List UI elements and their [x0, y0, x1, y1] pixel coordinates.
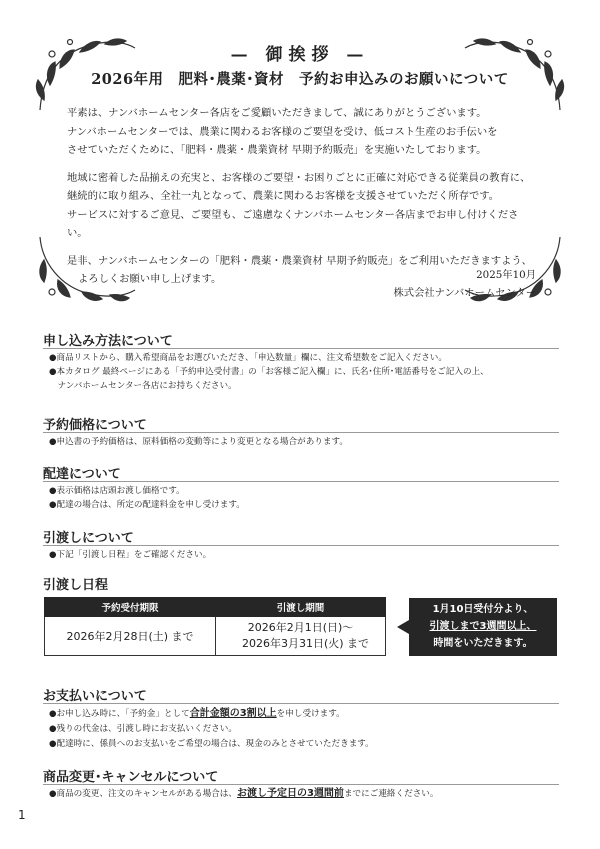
period-cell [216, 617, 386, 656]
highlight-text: お渡し予定日の3週間前 [236, 788, 344, 799]
schedule-table [44, 597, 386, 656]
section-body-payment [49, 706, 569, 752]
greeting-line: 是非、ナンバホームセンターの「肥料・農薬・農業資材 早期予約販売」をご利用いただきますよう、 [67, 254, 532, 267]
text-fragment: ●商品の変更、注文のキャンセルがある場合は、 [49, 789, 237, 799]
section-body-handover [49, 548, 569, 562]
greeting-line: サービスに対するご意見、ご要望も、ご遠慮なくナンバホームセンター各店までお申し付けください。 [67, 208, 519, 239]
greeting-signature [393, 266, 536, 302]
section-title-price: 予約価格について [43, 418, 147, 433]
section-title-cancel: 商品変更･キャンセルについて [43, 770, 219, 785]
column-header: 予約受付期限 [45, 598, 216, 617]
greeting-paragraph [67, 169, 537, 243]
greeting-line: 平素は、ナンバホームセンター各店をご愛顧いただきまして、誠にありがとうございます。 [67, 107, 487, 119]
greeting-line: 継続的に取り組み、全社一丸となって、農業に関わるお客様を支援させていただく所存です。 [67, 190, 500, 202]
schedule-note [397, 598, 557, 656]
section-rule [43, 545, 559, 546]
greeting-line: 地域に密着した品揃えの充実と、お客様のご要望・お困りごとに正確に対応できる従業員の教育に、 [67, 171, 531, 184]
column-header: 引渡し期間 [216, 598, 386, 617]
greeting-line: させていただくために、「肥料・農薬・農業資材 早期予約販売」を実施いたしております。 [67, 144, 487, 156]
section-title-delivery: 配達について [43, 467, 121, 482]
bullet-line: ●残りの代金は、引渡し時にお支払いください。 [49, 724, 237, 734]
section-rule [43, 784, 559, 785]
section-rule [43, 348, 559, 349]
section-title-payment: お支払いについて [43, 689, 147, 704]
note-line: 1月10日受付分より、 [432, 604, 534, 615]
highlight-text: 合計金額の3割以上 [189, 708, 277, 719]
company-name: 株式会社ナンバホームセンター [393, 287, 536, 299]
section-title-apply: 申し込み方法について [43, 334, 173, 349]
bullet-line: ●配達時に、係員へのお支払いをご希望の場合は、現金のみとさせていただきます。 [49, 739, 374, 749]
greeting-date: 2025年10月 [476, 269, 536, 281]
schedule-title: 引渡し日程 [43, 578, 109, 593]
bullet-line: ●表示価格は店頭お渡し価格です。 [49, 486, 185, 496]
section-rule [43, 481, 559, 482]
bullet-line: ナンバホームセンター各店にお持ちください。 [49, 381, 237, 391]
section-body-apply [49, 351, 569, 393]
section-body-delivery [49, 484, 569, 512]
text-fragment: までにご連絡ください。 [343, 789, 439, 799]
greeting-subtitle: 2026年用 肥料･農薬･資材 予約お申込みのお願いについて [91, 71, 509, 88]
deadline-cell: 2026年2月28日(土) まで [45, 617, 216, 656]
section-body-price [49, 435, 569, 449]
section-body-cancel [49, 787, 569, 801]
section-rule [43, 432, 559, 433]
table-header-row [45, 598, 386, 617]
bullet-line: ●下記「引渡し日程」をご確認ください。 [49, 550, 212, 560]
greeting-title: — 御挨拶 — [230, 45, 370, 65]
greeting-line: ナンバホームセンターでは、農業に関わるお客様のご要望を受け、低コスト生産のお手伝いを [67, 125, 498, 138]
bullet-line [49, 706, 569, 722]
greeting-paragraph [67, 104, 537, 160]
note-text [409, 601, 557, 652]
text-fragment: ●お申し込み時に、「予約金」として [49, 709, 190, 719]
section-rule [43, 703, 559, 704]
period-line: 2026年2月1日(日)～ [247, 621, 354, 634]
bullet-line [49, 787, 569, 801]
note-line: 引渡しまで3週間以上、 [429, 621, 537, 632]
bullet-line: ●申込書の予約価格は、原料価格の変動等により変更となる場合があります。 [49, 437, 348, 447]
period-line: 2026年3月31日(火) まで [241, 637, 370, 650]
text-fragment: を申し受けます。 [276, 709, 345, 719]
section-title-handover: 引渡しについて [43, 531, 134, 546]
table-row [45, 617, 386, 656]
note-line: 時間をいただきます。 [433, 638, 533, 649]
greeting-line: よろしくお願い申し上げます。 [78, 273, 222, 285]
bullet-line: ●本カタログ 最終ページにある「予約申込受付書」の「お客様ご記入欄」に、氏名･住所･電話番号をご記入の上、 [49, 367, 489, 377]
page-number: 1 [18, 808, 26, 822]
bullet-line: ●配達の場合は、所定の配達料金を申し受けます。 [49, 500, 245, 510]
bullet-line: ●商品リストから、購入希望商品をお選びいただき、「申込数量」欄に、注文希望数をご記入ください。 [49, 353, 447, 363]
